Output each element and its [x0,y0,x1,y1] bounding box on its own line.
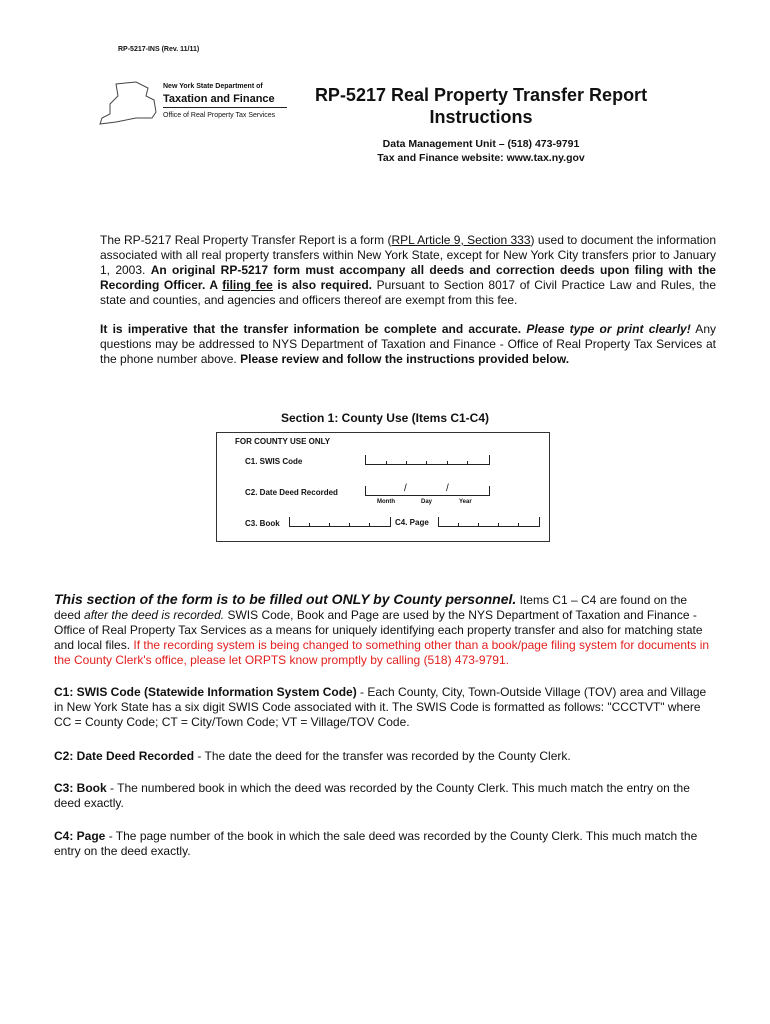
intro-bold: An original RP-5217 form must accompany all deeds and correction deeds upon filing with the Recording Officer. A [100,263,716,292]
county-use-title: FOR COUNTY USE ONLY [235,437,331,446]
field-tick [426,461,427,465]
county-use-box [216,432,550,542]
intro-text: Any questions may be addressed to NYS Department of Taxation and Finance - Office of Real Property Tax Services at the phone number above. [100,322,716,366]
section-1-heading: Section 1: County Use (Items C1-C4) [280,411,490,425]
c2-term: C2: Date Deed Recorded [54,749,195,763]
field-tick [309,523,310,527]
filing-fee-link[interactable]: filing fee [222,278,273,292]
field-tick [498,523,499,527]
field-tick [518,523,519,527]
contact-phone: Data Management Unit – (518) 473-9791 [382,138,580,150]
c2-label: C2. Date Deed Recorded [245,488,338,497]
field-tick [478,523,479,527]
month-caption: Month [377,499,395,505]
title-line-2: Instructions [429,107,533,127]
lead-italic: after the deed is recorded. [84,608,225,622]
title-line-1: RP-5217 Real Property Transfer Report [314,85,648,105]
date-separator: / [446,483,449,494]
intro-paragraph-2 [54,322,716,367]
c1-text: - Each County, City, Town-Outside Village (TOV) area and Village in New York State has a six digit SWIS Code associated with it. The SWIS Code is formatted as follows: "CCCTVT" where CC = County Code; CT = City/Town Code; VT = Village/TOV Code. [54,685,707,729]
lead-bold: This section of the form is to be filled out ONLY by County personnel. [54,591,517,607]
c1-label: C1. SWIS Code [245,457,303,466]
c3-term: C3: Book [54,781,107,795]
c1-term: C1: SWIS Code (Statewide Information System Code) [54,685,357,699]
field-tick [369,523,370,527]
logo-department: New York State Department of [163,83,263,90]
c4-definition [54,829,716,859]
contact-website: Tax and Finance website: www.tax.ny.gov [377,152,585,164]
field-tick [349,523,350,527]
intro-bold: is also required. [272,278,372,292]
field-tick [458,523,459,527]
field-tick [386,461,387,465]
c2-date-field[interactable] [365,486,490,496]
intro-text: Pursuant to Section 8017 of Civil Practice Law and Rules, the state and counties, and agencies and officers thereof are exempt from this fee. [100,278,716,307]
intro-bold: Please review and follow the instructions provided below. [240,352,570,366]
intro-italic: Please type or print clearly! [521,322,691,336]
field-tick [447,461,448,465]
c4-text: - The page number of the book in which the sale deed was recorded by the County Clerk. This much match the entry on the deed exactly. [54,829,698,858]
logo-office: Office of Real Property Tax Services [163,112,276,119]
field-tick [329,523,330,527]
lead-warning: If the recording system is being changed to something other than a book/page filing system for documents in the County Clerk's office, please let ORPTS know promptly by calling (518) 473-9791. [54,638,710,667]
rpl-article-link[interactable]: RPL Article 9, Section 333 [391,233,531,247]
logo-divider [163,107,287,108]
intro-text: The RP-5217 Real Property Transfer Report is a form ( [100,233,392,247]
lead-text: Items C1 – C4 are found on the deed [54,593,688,622]
county-personnel-paragraph [54,592,716,668]
field-tick [406,461,407,465]
c3-text: - The numbered book in which the deed was recorded by the County Clerk. This much match the entry on the deed exactly. [54,781,690,810]
c3-label: C3. Book [245,519,280,528]
contact-info [300,137,662,165]
intro-paragraph-1 [54,233,716,308]
logo-agency: Taxation and Finance [163,93,275,105]
lead-text: SWIS Code, Book and Page are used by the NYS Department of Taxation and Finance - Office of Real Property Tax Services as a means for uniquely identifying each property transfer and also for matching state and local files. [54,608,703,652]
c1-swis-field[interactable] [365,455,490,465]
date-separator: / [404,483,407,494]
intro-bold: It is imperative that the transfer information be complete and accurate. [100,322,522,336]
c3-book-field[interactable] [289,517,391,527]
page-title [300,84,662,128]
c2-definition [54,749,716,764]
c4-term: C4: Page [54,829,106,843]
day-caption: Day [421,499,433,505]
form-number: RP-5217-INS (Rev. 11/11) [118,46,200,53]
c4-page-field[interactable] [438,517,540,527]
c1-definition [54,685,716,730]
intro-text: ) used to document the information associated with all real property transfers within New York State, except for New York City transfers prior to January 1, 2003. [100,233,716,277]
field-tick [467,461,468,465]
year-caption: Year [459,499,472,505]
c4-label: C4. Page [395,518,429,527]
c3-definition [54,781,716,811]
c2-text: - The date the deed for the transfer was recorded by the County Clerk. [194,749,571,763]
